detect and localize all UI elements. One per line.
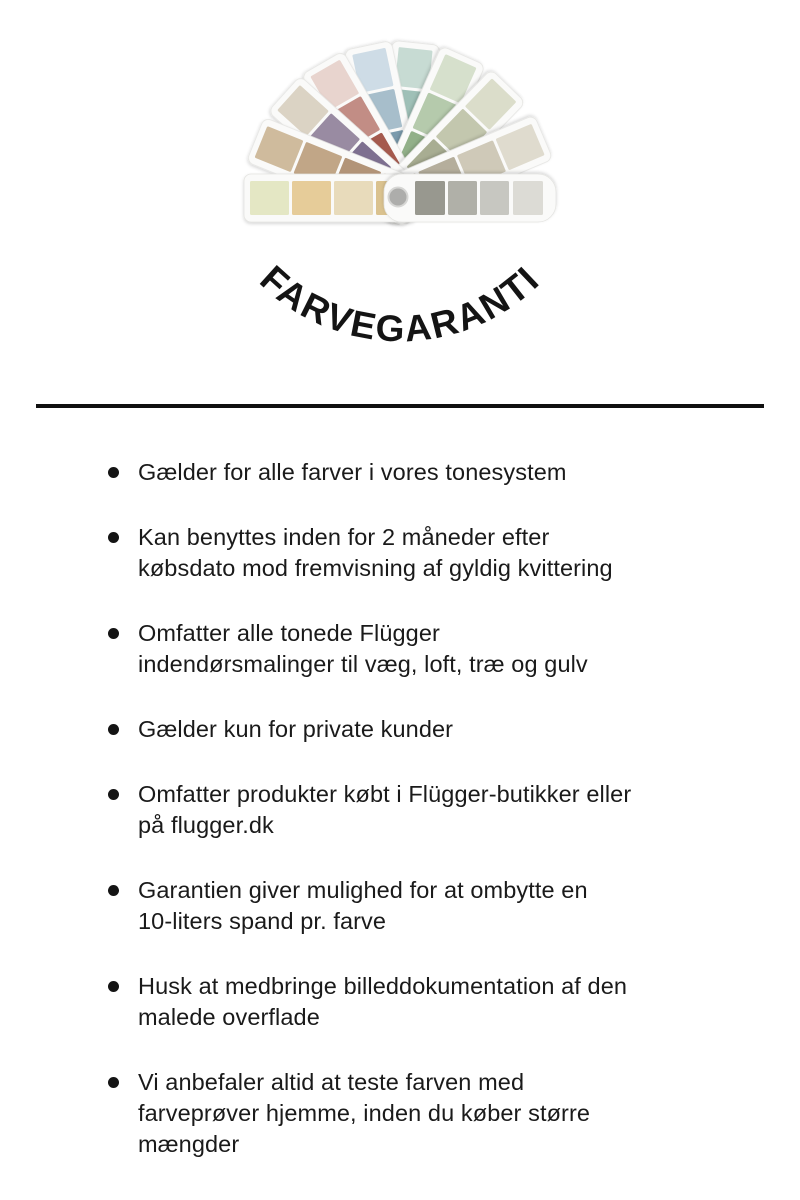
guarantee-item-text: Vi anbefaler altid at teste farven med farveprøver hjemme, inden du køber større mængder: [138, 1069, 591, 1157]
bullet-dot: [108, 467, 119, 478]
guarantee-item-text: Omfatter produkter købt i Flügger-butikker eller på flugger.dk: [138, 781, 632, 838]
guarantee-item: [108, 522, 750, 584]
fan-rivet: [389, 188, 408, 207]
guarantee-item-text: Husk at medbringe billeddokumentation af den malede overflade: [138, 973, 628, 1030]
divider-line: [36, 404, 764, 408]
fan-strip-gray-front: [384, 174, 556, 222]
guarantee-item: [108, 457, 750, 488]
guarantee-item: [108, 1067, 750, 1160]
guarantee-item: [108, 714, 750, 745]
bullet-dot: [108, 981, 119, 992]
bullet-dot: [108, 789, 119, 800]
guarantee-item: [108, 875, 750, 937]
guarantee-item-text: Kan benyttes inden for 2 måneder efter købsdato mod fremvisning af gyldig kvittering: [138, 524, 613, 581]
guarantee-item-text: Omfatter alle tonede Flügger indendørsmalinger til væg, loft, træ og gulv: [138, 620, 588, 677]
bullet-dot: [108, 1077, 119, 1088]
guarantee-item-text: Gælder kun for private kunder: [138, 716, 454, 742]
guarantee-item: [108, 618, 750, 680]
guarantee-item-text: Garantien giver mulighed for at ombytte en 10-liters spand pr. farve: [138, 877, 588, 934]
farvegaranti-arc-text: FARVEGARANTI: [252, 257, 548, 350]
guarantee-list: [0, 457, 800, 1160]
bullet-dot: [108, 532, 119, 543]
guarantee-item-text: Gælder for alle farver i vores tonesystem: [138, 459, 567, 485]
bullet-dot: [108, 724, 119, 735]
guarantee-item: [108, 779, 750, 841]
bullet-dot: [108, 885, 119, 896]
bullet-dot: [108, 628, 119, 639]
guarantee-item: [108, 971, 750, 1033]
color-fan-logo: [0, 0, 800, 370]
